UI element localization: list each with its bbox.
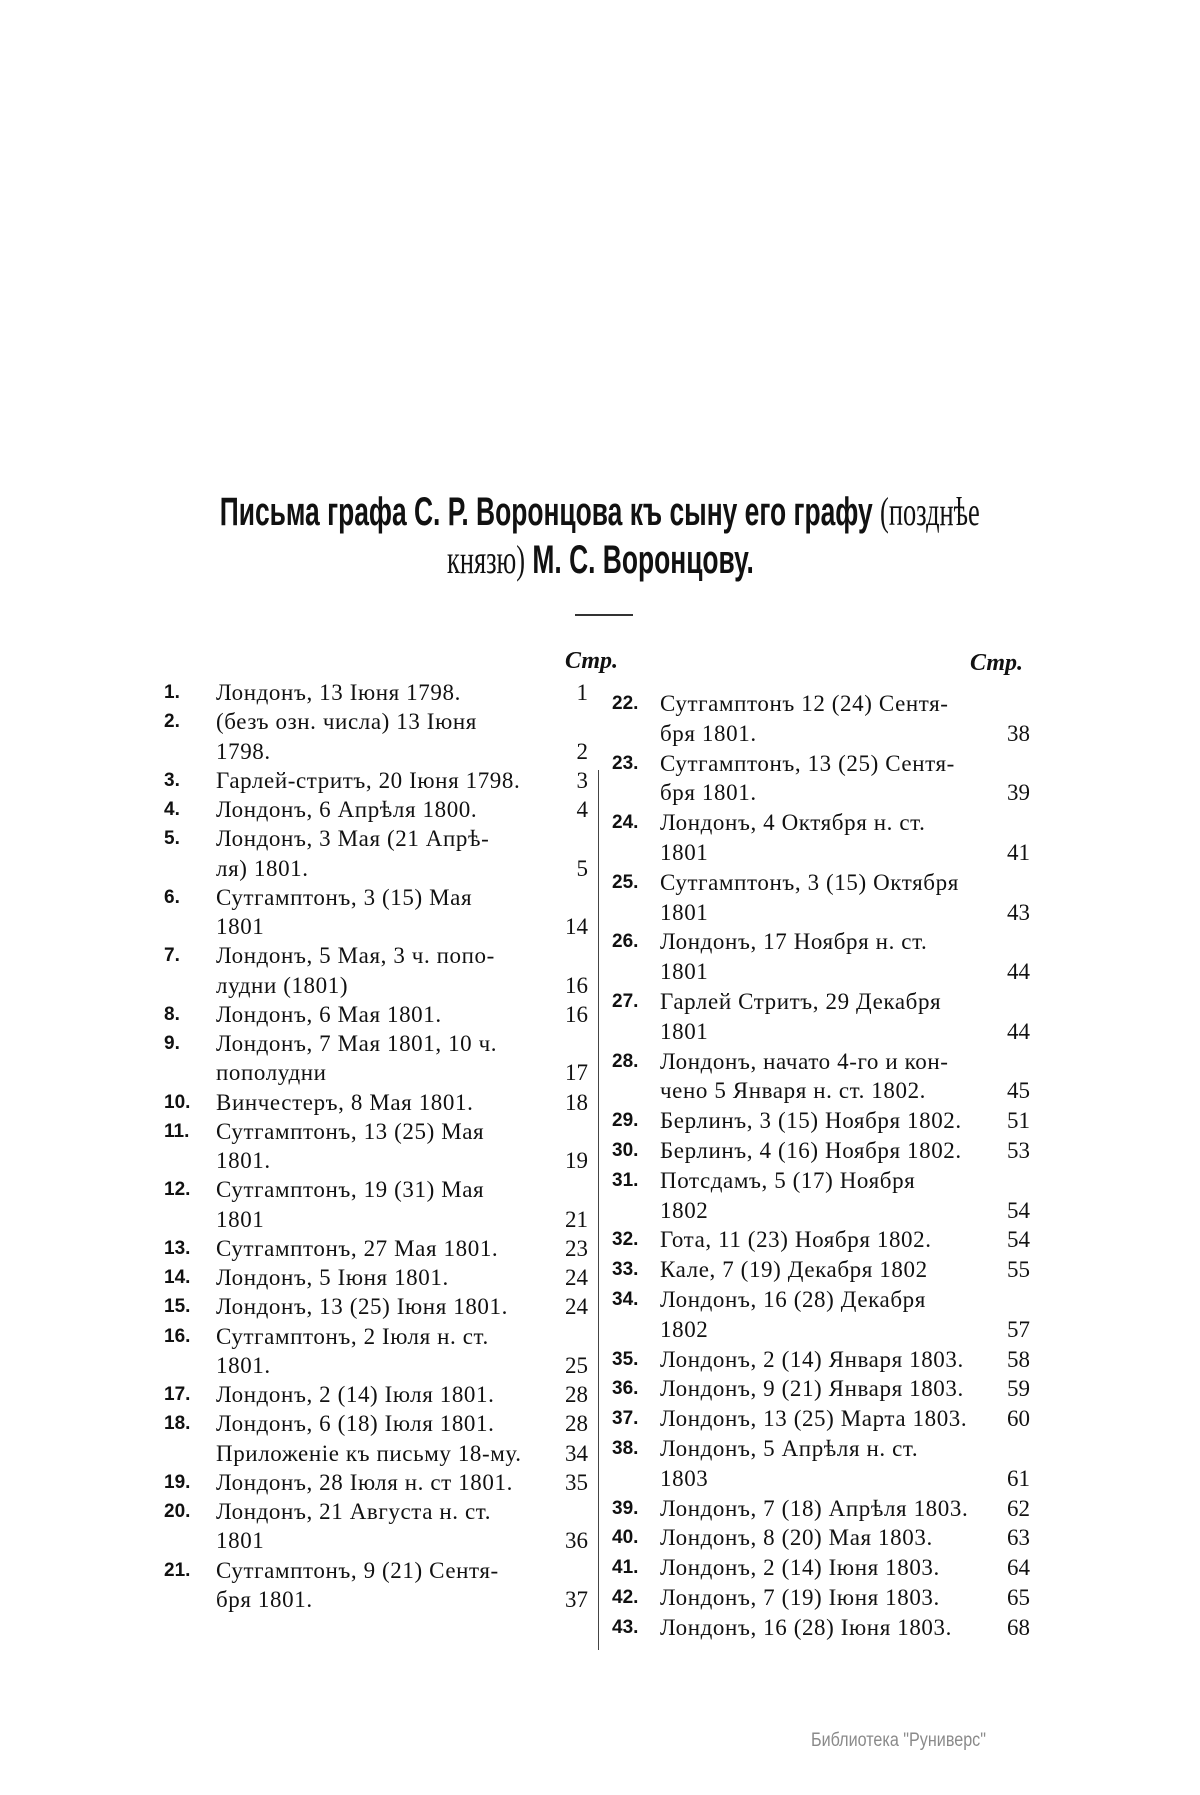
entry-text: 1801.: [216, 1352, 271, 1378]
library-watermark: Библиотека "Руниверс": [811, 1730, 986, 1751]
toc-entry-line: [150, 912, 590, 941]
entry-text: Лондонъ, 3 Мая (21 Апрѣ-: [216, 826, 490, 852]
toc-entry-line: [600, 868, 1030, 898]
entry-page-number: 60: [1007, 1406, 1030, 1432]
entry-number: 19.: [164, 1471, 191, 1493]
toc-entry-line: [600, 689, 1030, 719]
toc-entry-line: [600, 1464, 1030, 1494]
entry-number: 35.: [612, 1348, 639, 1370]
entry-text: Сутгамптонъ, 13 (25) Сентя-: [660, 750, 955, 776]
entry-number: 41.: [612, 1557, 639, 1579]
entry-page-number: 35: [565, 1469, 588, 1495]
toc-entry-line: [600, 1583, 1030, 1613]
entry-text: ля) 1801.: [216, 855, 309, 881]
entry-page-number: 37: [565, 1586, 588, 1612]
toc-entry-line: [600, 719, 1030, 749]
entry-number: 34.: [612, 1288, 639, 1310]
entry-text: Сутгамптонъ, 27 Мая 1801.: [216, 1235, 499, 1261]
entry-text: Сутгамптонъ, 19 (31) Мая: [216, 1177, 485, 1203]
entry-text: Берлинъ, 4 (16) Ноября 1802.: [660, 1137, 962, 1163]
page-column-header-right: Стр.: [970, 650, 1024, 676]
entry-page-number: 21: [565, 1206, 588, 1232]
entry-text: Лондонъ, 9 (21) Января 1803.: [660, 1376, 964, 1402]
entry-number: 29.: [612, 1110, 639, 1132]
entry-number: 27.: [612, 990, 639, 1012]
entry-page-number: 14: [565, 914, 588, 939]
entry-page-number: 3: [576, 767, 588, 793]
toc-entry-line: [150, 737, 590, 766]
entry-number: 33.: [612, 1259, 639, 1281]
entry-text: 1802: [660, 1316, 709, 1342]
entry-text: Лондонъ, 28 Іюля н. ст 1801.: [216, 1469, 513, 1495]
entry-page-number: 59: [1007, 1376, 1030, 1402]
entry-text: бря 1801.: [660, 720, 757, 746]
toc-entry-line: [600, 1196, 1030, 1226]
entry-text: Гарлей-стритъ, 20 Іюня 1798.: [216, 767, 521, 793]
entry-text: Лондонъ, 6 (18) Іюля 1801.: [216, 1411, 495, 1437]
entry-page-number: 36: [565, 1528, 588, 1554]
entry-text: Лондонъ, 5 Іюня 1801.: [216, 1265, 449, 1290]
entry-text: Лондонъ, 2 (14) Іюля 1801.: [216, 1382, 495, 1407]
toc-entry-line: [150, 1380, 590, 1409]
entry-text: Лондонъ, 21 Августа н. ст.: [216, 1499, 492, 1524]
toc-entry-line: [600, 1434, 1030, 1464]
entry-number: 10.: [164, 1091, 191, 1113]
entry-text: пополудни: [216, 1060, 327, 1086]
toc-entry-line: [150, 1263, 590, 1292]
entry-number: 13.: [164, 1237, 191, 1259]
entry-page-number: 16: [565, 972, 588, 998]
entry-text: 1801: [660, 899, 709, 925]
entry-text: 1801: [216, 1206, 265, 1232]
title-main: Письма графа С. Р. Воронцова къ сыну его графу: [220, 490, 873, 534]
entry-number: 39.: [612, 1497, 639, 1519]
entry-number: 20.: [164, 1501, 191, 1522]
entry-text: Лондонъ, 13 (25) Марта 1803.: [660, 1406, 968, 1432]
entry-text: Лондонъ, 13 Іюня 1798.: [216, 680, 461, 705]
entry-page-number: 1: [576, 680, 588, 705]
toc-entry-line: [150, 795, 590, 824]
entry-number: 11.: [164, 1120, 190, 1142]
toc-entry-line: [600, 1404, 1030, 1434]
entry-text: 1801: [216, 914, 265, 939]
entry-number: 37.: [612, 1408, 639, 1430]
entry-text: Гарлей Стритъ, 29 Декабря: [660, 988, 942, 1014]
entry-text: Гота, 11 (23) Ноября 1802.: [660, 1227, 932, 1253]
toc-entry-line: [150, 883, 590, 912]
toc-entry-line: [150, 766, 590, 795]
entry-text: Лондонъ, 13 (25) Іюня 1801.: [216, 1294, 508, 1320]
entry-number: 3.: [164, 769, 180, 791]
toc-entry-line: [600, 1374, 1030, 1404]
entry-text: Лондонъ, 5 Апрѣля н. ст.: [660, 1435, 919, 1461]
entry-text: Лондонъ, 17 Ноября н. ст.: [660, 929, 928, 955]
entry-number: 23.: [612, 752, 639, 774]
entry-page-number: 62: [1007, 1495, 1030, 1521]
entry-text: Винчестеръ, 8 Мая 1801.: [216, 1089, 474, 1115]
entry-number: 7.: [164, 945, 180, 967]
toc-entry-line: [600, 1225, 1030, 1255]
toc-entry-line: [600, 1285, 1030, 1315]
title-rule: [575, 614, 633, 616]
entry-page-number: 45: [1007, 1078, 1030, 1104]
entry-page-number: 44: [1007, 1018, 1030, 1044]
entry-text: 1803: [660, 1465, 709, 1491]
toc-entry-line: [150, 1175, 590, 1204]
entry-number: 8.: [164, 1003, 180, 1025]
entry-page-number: 17: [565, 1060, 588, 1086]
toc-entry-line: [600, 1613, 1030, 1643]
title-main-2: М. С. Воронцову.: [531, 538, 754, 582]
toc-entry-line: [600, 1047, 1030, 1077]
toc-entry-line: [150, 1439, 590, 1468]
toc-entry-line: [150, 1322, 590, 1351]
entry-text: Сутгамптонъ, 2 Іюля н. ст.: [216, 1323, 489, 1349]
entry-number: 40.: [612, 1527, 639, 1549]
toc-entry-line: [600, 778, 1030, 808]
toc-entry-line: [150, 1468, 590, 1497]
entry-text: 1801.: [216, 1148, 271, 1173]
entry-number: 32.: [612, 1229, 639, 1251]
entry-page-number: 34: [565, 1440, 588, 1466]
entry-number: 38.: [612, 1437, 639, 1459]
entry-number: 36.: [612, 1378, 639, 1400]
entry-page-number: 24: [565, 1265, 588, 1290]
title-line-1: [0, 488, 1200, 535]
toc-entry-line: [150, 1000, 590, 1029]
entry-number: 16.: [164, 1325, 191, 1347]
entry-number: 9.: [164, 1033, 180, 1054]
entry-text: Лондонъ, 16 (28) Іюня 1803.: [660, 1614, 952, 1640]
entry-text: Лондонъ, 6 Мая 1801.: [216, 1001, 442, 1027]
toc-entry-line: [600, 1523, 1030, 1553]
entry-number: 22.: [612, 693, 639, 714]
entry-number: 21.: [164, 1559, 191, 1581]
toc-entry-line: [600, 1166, 1030, 1196]
entry-number: 31.: [612, 1169, 639, 1191]
entry-text: лудни (1801): [216, 972, 349, 998]
entry-page-number: 28: [565, 1382, 588, 1407]
entry-text: Лондонъ, 2 (14) Іюня 1803.: [660, 1555, 940, 1581]
entry-text: (безъ озн. числа) 13 Іюня: [216, 709, 477, 735]
entry-page-number: 63: [1007, 1525, 1030, 1551]
toc-entry-line: [150, 1088, 590, 1117]
entry-number: 2.: [164, 711, 180, 733]
toc-entry-line: [600, 927, 1030, 957]
entry-page-number: 51: [1007, 1108, 1030, 1134]
entry-text: Лондонъ, 7 (18) Апрѣля 1803.: [660, 1495, 969, 1521]
entry-page-number: 2: [576, 738, 588, 764]
entry-page-number: 58: [1007, 1346, 1030, 1372]
entry-number: 25.: [612, 871, 639, 893]
toc-left-column: [150, 678, 590, 1614]
entry-text: 1798.: [216, 738, 271, 764]
entry-number: 1.: [164, 682, 180, 703]
entry-text: Потсдамъ, 5 (17) Ноября: [660, 1167, 916, 1193]
entry-page-number: 43: [1007, 899, 1030, 925]
entry-page-number: 41: [1007, 839, 1030, 865]
title-paren-2: князю): [446, 537, 525, 582]
toc-entry-line: [150, 971, 590, 1000]
entry-page-number: 64: [1007, 1555, 1030, 1581]
entry-text: Лондонъ, 2 (14) Января 1803.: [660, 1346, 964, 1372]
entry-number: 30.: [612, 1139, 639, 1161]
entry-text: Лондонъ, 7 Мая 1801, 10 ч.: [216, 1031, 498, 1056]
entry-page-number: 54: [1007, 1197, 1030, 1223]
entry-page-number: 53: [1007, 1137, 1030, 1163]
entry-number: 42.: [612, 1586, 639, 1608]
column-divider: [598, 770, 599, 1650]
toc-entry-line: [150, 1234, 590, 1263]
entry-page-number: 61: [1007, 1465, 1030, 1491]
entry-text: Лондонъ, 16 (28) Декабря: [660, 1286, 926, 1312]
entry-number: 6.: [164, 886, 180, 908]
toc-entry-line: [150, 1556, 590, 1585]
entry-page-number: 25: [565, 1352, 588, 1378]
entry-page-number: 57: [1007, 1316, 1030, 1342]
entry-text: 1801: [660, 959, 709, 985]
toc-entry-line: [150, 1058, 590, 1087]
entry-number: 43.: [612, 1616, 639, 1638]
entry-page-number: 18: [565, 1089, 588, 1115]
entry-page-number: 38: [1007, 720, 1030, 746]
toc-right-column: [600, 689, 1030, 1643]
entry-page-number: 23: [565, 1235, 588, 1261]
entry-page-number: 54: [1007, 1227, 1030, 1253]
entry-page-number: 16: [565, 1001, 588, 1027]
entry-page-number: 5: [576, 855, 588, 881]
entry-text: Лондонъ, 7 (19) Іюня 1803.: [660, 1584, 940, 1610]
toc-entry-line: [150, 1029, 590, 1058]
toc-entry-line: [150, 1117, 590, 1146]
entry-text: Приложеніе къ письму 18-му.: [216, 1440, 522, 1466]
entry-number: 5.: [164, 828, 180, 850]
toc-entry-line: [600, 749, 1030, 779]
entry-text: Сутгамптонъ, 3 (15) Октября: [660, 869, 959, 895]
toc-entry-line: [600, 808, 1030, 838]
entry-text: Лондонъ, 6 Апрѣля 1800.: [216, 797, 478, 822]
entry-page-number: 44: [1007, 959, 1030, 985]
entry-text: бря 1801.: [216, 1586, 313, 1612]
toc-entry-line: [600, 1345, 1030, 1375]
toc-entry-line: [150, 678, 590, 707]
entry-text: 1801: [660, 839, 709, 865]
title-paren: (позднѣе: [880, 489, 980, 534]
entry-page-number: 65: [1007, 1584, 1030, 1610]
toc-entry-line: [600, 898, 1030, 928]
toc-entry-line: [600, 1255, 1030, 1285]
entry-number: 17.: [164, 1384, 191, 1405]
toc-entry-line: [600, 838, 1030, 868]
entry-text: 1801: [216, 1528, 265, 1554]
entry-text: 1801: [660, 1018, 709, 1044]
toc-entry-line: [600, 1315, 1030, 1345]
entry-page-number: 19: [565, 1148, 588, 1173]
entry-number: 12.: [164, 1179, 191, 1201]
entry-text: Берлинъ, 3 (15) Ноября 1802.: [660, 1108, 962, 1134]
title-line-2: [0, 536, 1200, 583]
entry-number: 26.: [612, 931, 639, 953]
entry-number: 15.: [164, 1296, 191, 1318]
entry-text: Лондонъ, начато 4-го и кон-: [660, 1048, 949, 1074]
toc-entry-line: [600, 1494, 1030, 1524]
entry-page-number: 55: [1007, 1257, 1030, 1283]
entry-text: Лондонъ, 8 (20) Мая 1803.: [660, 1525, 933, 1551]
toc-entry-line: [150, 1409, 590, 1438]
entry-page-number: 39: [1007, 780, 1030, 806]
entry-text: Сутгамптонъ, 3 (15) Мая: [216, 884, 473, 910]
entry-page-number: 24: [565, 1294, 588, 1320]
toc-entry-line: [150, 854, 590, 883]
toc-entry-line: [150, 1585, 590, 1614]
toc-entry-line: [600, 1017, 1030, 1047]
toc-entry-line: [600, 1106, 1030, 1136]
entry-page-number: 4: [576, 797, 588, 822]
toc-entry-line: [150, 1205, 590, 1234]
entry-text: бря 1801.: [660, 780, 757, 806]
toc-entry-line: [600, 957, 1030, 987]
entry-text: Лондонъ, 4 Октября н. ст.: [660, 810, 926, 836]
page-column-header-left: Стр.: [565, 648, 619, 674]
toc-entry-line: [150, 941, 590, 970]
toc-entry-line: [150, 1351, 590, 1380]
entry-text: Сутгамптонъ 12 (24) Сентя-: [660, 691, 949, 716]
entry-text: Сутгамптонъ, 13 (25) Мая: [216, 1118, 485, 1144]
entry-page-number: 28: [565, 1411, 588, 1437]
entry-text: Кале, 7 (19) Декабря 1802: [660, 1257, 928, 1283]
entry-text: чено 5 Января н. ст. 1802.: [660, 1078, 927, 1104]
entry-number: 28.: [612, 1050, 639, 1072]
toc-entry-line: [600, 1553, 1030, 1583]
entry-text: Сутгамптонъ, 9 (21) Сентя-: [216, 1557, 499, 1583]
entry-page-number: 68: [1007, 1614, 1030, 1640]
entry-number: 14.: [164, 1267, 191, 1288]
toc-entry-line: [150, 824, 590, 853]
toc-entry-line: [150, 1526, 590, 1555]
entry-number: 18.: [164, 1413, 191, 1435]
toc-entry-line: [150, 1292, 590, 1321]
entry-text: Лондонъ, 5 Мая, 3 ч. попо-: [216, 943, 495, 969]
toc-entry-line: [600, 1136, 1030, 1166]
entry-number: 24.: [612, 812, 639, 834]
toc-entry-line: [600, 1076, 1030, 1106]
entry-text: 1802: [660, 1197, 709, 1223]
toc-entry-line: [150, 1146, 590, 1175]
toc-entry-line: [150, 707, 590, 736]
toc-entry-line: [600, 987, 1030, 1017]
entry-number: 4.: [164, 799, 180, 820]
toc-entry-line: [150, 1497, 590, 1526]
